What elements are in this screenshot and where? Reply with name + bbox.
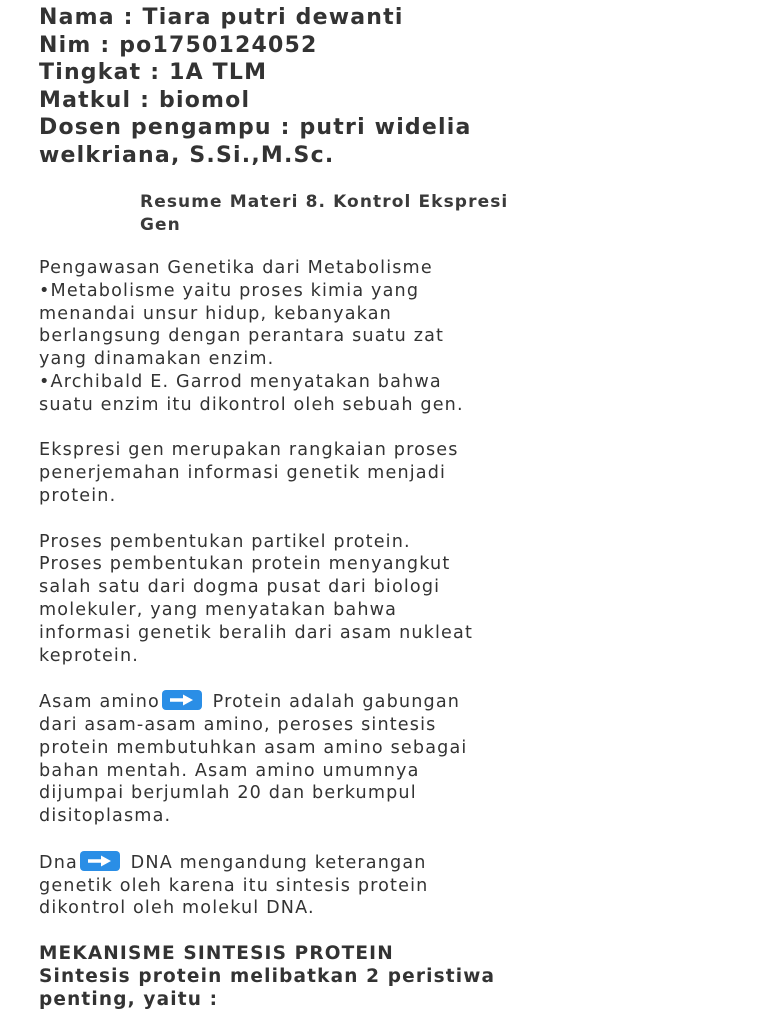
text-line: dari asam-asam amino, peroses sintesis (39, 714, 437, 735)
section-metabolism (39, 257, 739, 417)
dna-lead: Dna (39, 852, 78, 873)
text-line: yang dinamakan enzim. (39, 349, 275, 370)
text-line: salah satu dari dogma pusat dari biologi (39, 577, 441, 598)
section-heading: MEKANISME SINTESIS PROTEIN (39, 943, 394, 965)
text-line: suatu enzim itu dikontrol oleh sebuah gen. (39, 394, 464, 415)
text-line: Sintesis protein melibatkan 2 peristiwa (39, 966, 496, 988)
student-name: Nama : Tiara putri dewanti (39, 5, 404, 30)
section-amino-acid (39, 690, 739, 828)
text-line: •Archibald E. Garrod menyatakan bahwa (39, 371, 442, 392)
text-line: penerjemahan informasi genetik menjadi (39, 463, 447, 484)
text-line: Proses pembentukan partikel protein. (39, 531, 411, 552)
dna-first-line: DNA mengandung keterangan (123, 852, 427, 873)
text-line (39, 851, 739, 875)
text-line: bahan mentah. Asam amino umumnya (39, 760, 420, 781)
text-line (39, 690, 739, 714)
section-gene-expression (39, 439, 739, 507)
text-line: penting, yaitu : (39, 989, 219, 1011)
document-page (39, 4, 739, 1011)
text-line: protein. (39, 485, 117, 506)
text-line: dijumpai berjumlah 20 dan berkumpul (39, 783, 417, 804)
text-line: Proses pembentukan protein menyangkut (39, 554, 451, 575)
text-line: protein membutuhkan asam amino sebagai (39, 737, 468, 758)
resume-title (140, 191, 739, 237)
text-line: Pengawasan Genetika dari Metabolisme (39, 258, 433, 278)
lecturer-line-2: welkriana, S.Si.,M.Sc. (39, 142, 335, 168)
text-line: genetik oleh karena itu sintesis protein (39, 875, 429, 896)
text-line: berlangsung dengan perantara suatu zat (39, 326, 445, 347)
course-name: Matkul : biomol (39, 87, 251, 113)
resume-title-line-1: Resume Materi 8. Kontrol Ekspresi (140, 192, 509, 212)
section-protein-formation (39, 531, 739, 668)
text-line: disitoplasma. (39, 806, 172, 827)
lecturer-line-1: Dosen pengampu : putri widelia (39, 115, 472, 140)
student-level: Tingkat : 1A TLM (39, 60, 268, 85)
text-line: •Metabolisme yaitu proses kimia yang (39, 280, 420, 301)
amino-acid-first-line: Protein adalah gabungan (205, 692, 461, 713)
resume-title-line-2: Gen (140, 215, 181, 235)
amino-acid-lead: Asam amino (39, 692, 160, 713)
text-line: informasi genetik beralih dari asam nukleat (39, 622, 474, 643)
student-info (39, 4, 739, 169)
text-line: dikontrol oleh molekul DNA. (39, 898, 315, 919)
text-line: menandai unsur hidup, kebanyakan (39, 303, 392, 324)
right-arrow-icon (80, 851, 120, 871)
text-line: molekuler, yang menyatakan bahwa (39, 599, 398, 620)
section-protein-synthesis-mechanism (39, 942, 739, 1011)
section-dna (39, 851, 739, 920)
student-nim: Nim : po1750124052 (39, 32, 318, 58)
text-line: Ekspresi gen merupakan rangkaian proses (39, 440, 459, 461)
right-arrow-icon (162, 690, 202, 710)
text-line: keprotein. (39, 645, 140, 666)
